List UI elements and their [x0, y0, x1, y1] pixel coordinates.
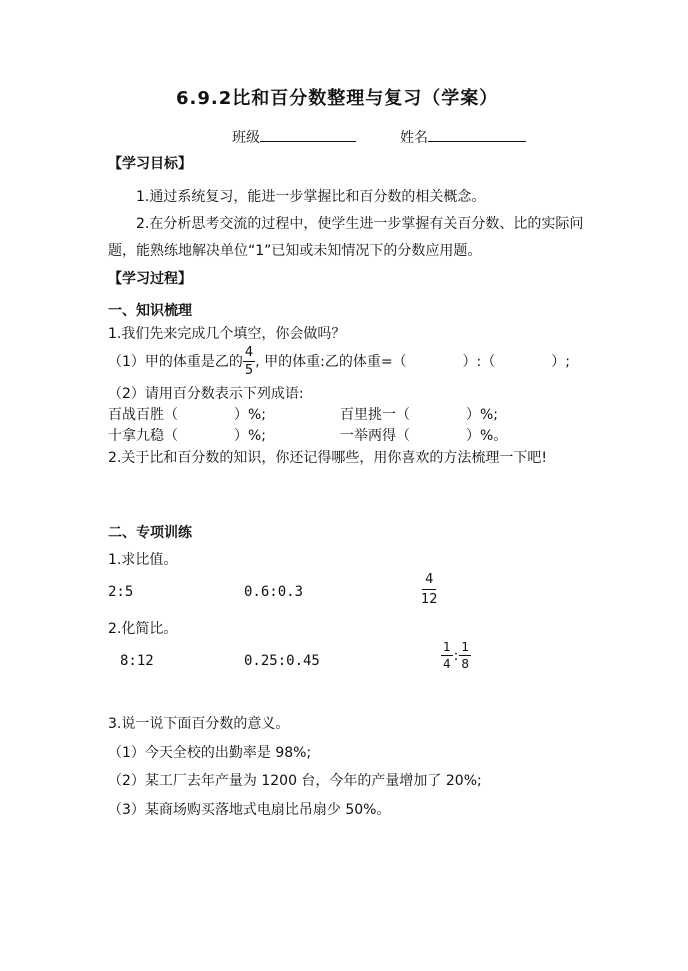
fraction-numerator: 1	[443, 640, 451, 654]
meaning-item: （1）今天全校的出勤率是 98%;	[108, 745, 312, 761]
class-label: 班级	[232, 130, 260, 146]
name-label: 姓名	[400, 130, 428, 146]
s2-question-1: 1.求比值。	[108, 552, 178, 568]
fraction-denominator: 5	[244, 363, 254, 378]
ratio-item: 8:12	[120, 653, 154, 669]
name-blank[interactable]	[428, 126, 526, 142]
ratio-fraction	[418, 573, 441, 606]
s1-q1-part1	[108, 346, 570, 377]
idiom-item: 一举两得（ ）%。	[340, 428, 508, 444]
section1-heading: 一、知识梳理	[108, 303, 192, 319]
s1-q1-part2: （2）请用百分数表示下列成语:	[108, 386, 304, 402]
ratio-item: 0.25:0.45	[244, 653, 320, 669]
class-blank[interactable]	[260, 126, 356, 142]
ratio-colon: :	[453, 647, 459, 664]
ratio-item: 0.6:0.3	[244, 584, 304, 600]
s2-question-3: 3.说一说下面百分数的意义。	[108, 716, 290, 732]
fraction-numerator: 4	[244, 345, 254, 360]
fraction-denominator: 12	[421, 592, 438, 607]
goal-line: 1.通过系统复习，能进一步掌握比和百分数的相关概念。	[136, 189, 486, 205]
meaning-item: （2）某工厂去年产量为 1200 台，今年的产量增加了 20%;	[108, 773, 482, 789]
fraction-numerator: 4	[422, 573, 436, 590]
page-title: 6.9.2比和百分数整理与复习（学案）	[176, 88, 499, 109]
fraction-denominator: 4	[443, 657, 451, 671]
s1-q1-part1-prefix: （1）甲的体重是乙的	[108, 353, 243, 370]
fraction	[441, 641, 453, 670]
section2-heading: 二、专项训练	[108, 525, 192, 541]
s1-question-1: 1.我们先来完成几个填空，你会做吗？	[108, 326, 346, 342]
fraction	[459, 641, 471, 670]
fraction-denominator: 8	[461, 657, 469, 671]
fraction-numerator: 1	[461, 640, 469, 654]
goals-heading: 【学习目标】	[108, 156, 192, 172]
fraction-ratio	[441, 641, 471, 670]
ratio-item: 2:5	[108, 584, 134, 600]
s1-question-2: 2.关于比和百分数的知识，你还记得哪些，用你喜欢的方法梳理一下吧!	[108, 450, 547, 466]
goal-line: 题，能熟练地解决单位“1”已知或未知情况下的分数应用题。	[108, 243, 482, 259]
s2-question-2: 2.化简比。	[108, 621, 178, 637]
s1-q1-part1-suffix: , 甲的体重:乙的体重=（ ）:（ ）;	[255, 353, 570, 370]
idiom-item: 百里挑一（ ）%;	[340, 407, 499, 423]
fraction	[418, 573, 441, 606]
class-field	[232, 126, 356, 145]
idiom-item: 十拿九稳（ ）%;	[108, 428, 267, 444]
meaning-item: （3）某商场购买落地式电扇比吊扇少 50%。	[108, 802, 391, 818]
goal-line: 2.在分析思考交流的过程中，使学生进一步掌握有关百分数、比的实际问	[136, 216, 584, 232]
process-heading: 【学习过程】	[108, 271, 192, 287]
name-field	[400, 126, 526, 145]
idiom-item: 百战百胜（ ）%;	[108, 407, 267, 423]
fraction	[243, 346, 255, 377]
